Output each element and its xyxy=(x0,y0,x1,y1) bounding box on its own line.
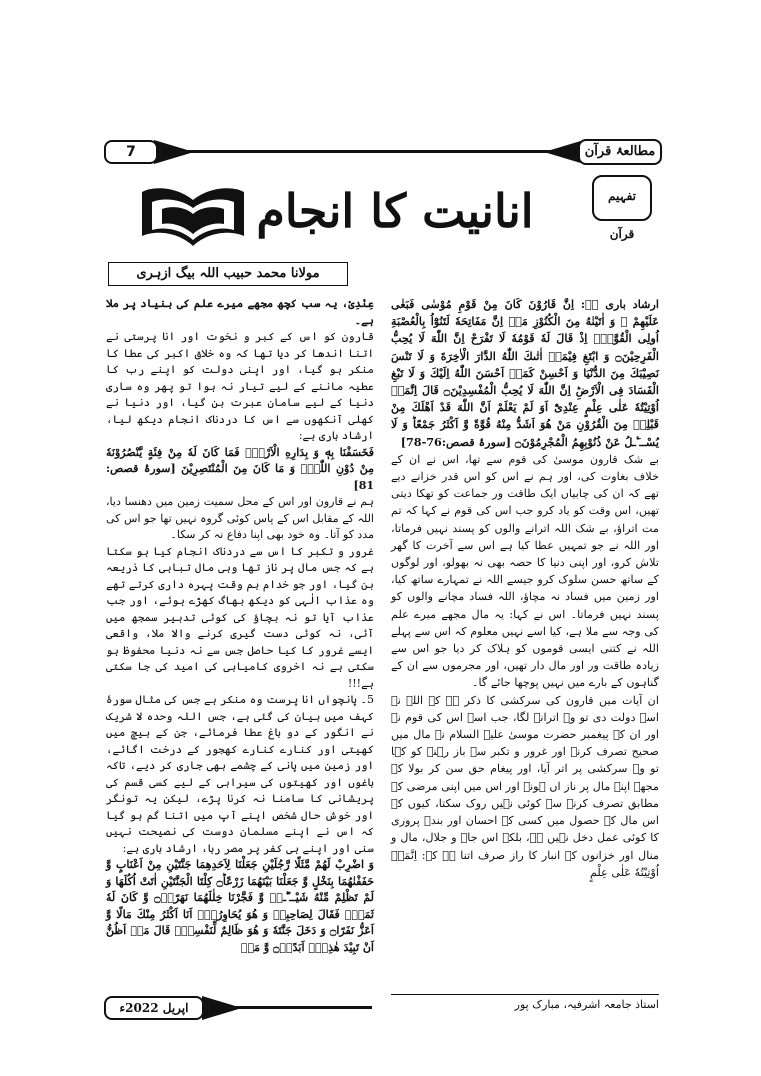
author-name: مولانا محمد حبیب اللہ بیگ ازہری xyxy=(108,262,348,286)
author-affiliation: استاذ جامعہ اشرفیہ، مبارک پور xyxy=(514,998,659,1011)
page-number: 7 xyxy=(104,140,158,164)
article-title: انانیت کا انجام xyxy=(256,184,534,238)
quran-verse: ارشاد باری ہے: اِنَّ قَارُوْنَ كَانَ مِنْ قَوْمِ مُوْسٰى فَبَغٰى عَلَیْهِمْ ۪ وَ اٰتَیْنٰهُ مِنَ الْكُنُوْزِ مَاۤ اِنَّ مَفَاتِحَهٗ لَتَنُوْٓاُ بِالْعُصْبَةِ اُولِی الْقُوَّةِۗ اِذْ قَالَ لَهٗ قَوْمُهٗ لَا تَفْرَحْ اِنَّ اللّٰهَ لَا یُحِبُّ الْفَرِحِیْنَ۝ وَ ابْتَغِ فِیْمَاۤ اٰتٰىكَ اللّٰهُ الدَّارَ الْاٰخِرَةَ وَ لَا تَنْسَ نَصِیْبَكَ مِنَ الدُّنْیَا وَ اَحْسِنْ كَمَاۤ اَحْسَنَ اللّٰهُ اِلَیْكَ وَ لَا تَبْغِ الْفَسَادَ فِی الْاَرْضِؕ اِنَّ اللّٰهَ لَا یُحِبُّ الْمُفْسِدِیْنَ۝ قَالَ اِنَّمَاۤ اُوْتِیْتُهٗ عَلٰى عِلْمٍ عِنْدِیْؕ اَوَ لَمْ یَعْلَمْ اَنَّ اللّٰهَ قَدْ اَهْلَكَ مِنْ قَبْلِهٖ مِنَ الْقُرُوْنِ مَنْ هُوَ اَشَدُّ مِنْهُ قُوَّةً وَّ اَكْثَرُ جَمْعًاؕ وَ لَا یُسْــٴَـلُ عَنْ ذُنُوْبِهِمُ الْمُجْرِمُوْنَ۝ [سورۂ قصص:76-78] xyxy=(391,297,659,449)
quran-verse: وَ اضْرِبْ لَهُمْ مَّثَلًا رَّجُلَیْنِ جَعَلْنَا لِاَحَدِهِمَا جَنَّتَیْنِ مِنْ اَعْنَابٍ وَّ حَفَفْنٰهُمَا بِنَخْلٍ وَّ جَعَلْنَا بَیْنَهُمَا زَرْعًاؕ۝ كِلْتَا الْجَنَّتَیْنِ اٰتَتْ اُكُلَهَا وَ لَمْ تَظْلِمْ مِّنْهُ شَیْــٴًـاۙ وَّ فَجَّرْنَا خِلٰلَهُمَا نَهَرًاۙ۝ وَّ كَانَ لَهٗ ثَمَرٌۚ فَقَالَ لِصَاحِبِهٖ وَ هُوَ یُحَاوِرُهٗۤ اَنَا اَكْثَرُ مِنْكَ مَالًا وَّ اَعَزُّ نَفَرًا۝ وَ دَخَلَ جَنَّتَهٗ وَ هُوَ ظَالِمٌ لِّنَفْسِهٖۚ قَالَ مَاۤ اَظُنُّ اَنْ تَبِیْدَ هٰذِهٖۤ اَبَدًاۙ۝ وَّ مَاۤ xyxy=(106,858,374,954)
quran-verse: فَخَسَفْنَا بِهٖ وَ بِدَارِهِ الْاَرْضَ۫ فَمَا كَانَ لَهٗ مِنْ فِئَةٍ یَّنْصُرُوْنَهٗ مِنْ دُوْنِ اللّٰهِۗ وَ مَا كَانَ مِنَ الْمُنْتَصِرِیْنَ [سورۂ قصص: 81] xyxy=(106,445,374,492)
paragraph: قارون کو اس کے کبر و نخوت اور انا پرستی نے اتنا اندھا کر دیا تھا کہ وہ خلاق اکبر کی عطا کا منکر ہو گیا، اور اپنی دولت کو اپنے رب کا عطیہ ماننے کے لیے تیار نہ ہوا تو پھر وہ ساری دنیا کے لیے سامان عبرت بن گیا، اور دنیا نے کھلی آنکھوں سے اس کا دردناک انجام دیکھ لیا، ارشاد باری ہے: xyxy=(106,330,374,442)
left-column xyxy=(106,296,374,956)
right-column xyxy=(391,296,659,881)
header-wedge-left xyxy=(154,140,194,164)
quran-verse: عِنْدِیْ، یہ سب کچھ مجھے میرے علم کی بنیاد پر ملا ہے۔ xyxy=(106,297,374,327)
paragraph: ان آیات میں قارون کی سرکشی کا ذکر ہے کہ اللہ نے اسے دولت دی تو وہ اترانے لگا، جب اسے اس کی قوم نے اور ان کے پیغمبر حضرت موسیٰ علیہ السلام نے مال میں صحیح تصرف کرنے اور غرور و تکبر سے باز رہنے کو کہا تو وہ سرکشی پر اتر آیا، اور پیغام حق سن کر بولا کہ مجھے اپنے مال پر ناز اں ہونے اور اس میں اپنی مرضی کے مطابق تصرف کرنے سے کوئی نہیں روک سکتا، کیوں کہ اس مال کے حصول میں کسی کے احسان اور بندہ پروری کا کوئی عمل دخل نہیں ہے، بلکہ اس جاہ و جلال، مال و منال اور خزانوں کے انبار کا راز صرف اتنا ہے کہ: اِنَّمَاۤ اُوْتِیْتُهٗ عَلٰى عِلْمٍ xyxy=(391,693,659,879)
paragraph: ہم نے قارون اور اس کے محل سمیت زمین میں دھنسا دیا، اللہ کے مقابل اس کے پاس کوئی گروہ نہیں تھا جو اس کی مدد کو آتا۔ وہ خود بھی اپنا دفاع نہ کر سکا۔ xyxy=(106,495,374,541)
magazine-section-name: مطالعۂ قرآن xyxy=(578,139,662,165)
paragraph: 5۔ پانچواں انا پرست وہ منکر ہے جس کی مثال سورۂ کہف میں بیان کی گئی ہے، جس اللہ وحدہ لا شریک نے انگور کے دو باغ عطا فرمائے، جن کے بیچ میں کھیتی اور کنارے کنارے کھجور کے درخت اگائے، اور زمین میں پانی کے چشمے بھی جاری کر دیے، تاکہ باغوں اور کھیتوں کی سیرابی کے لیے کسی قسم کی پریشانی کا سامنا نہ کرنا پڑے، لیکن یہ تونگر اور خوش حال شخص اپنے آپ میں اتنا گم ہو گیا کہ اس نے اپنے مسلمان دوست کی نصیحت نہیں سنی اور اپنے ہی کفر پر مصر رہا، ارشاد باری ہے: xyxy=(106,693,374,855)
paragraph: بے شک قارون موسیٰ کی قوم سے تھا، اس نے ان کے خلاف بغاوت کی، اور ہم نے اس کو اس قدر خزانے دیے تھے کہ ان کی چابیاں ایک طاقت ور جماعت کو تھکا دیتی تھیں، اس وقت کو یاد کرو جب اس کی قوم نے کہا کہ تم مت اتراؤ، بے شک اللہ اترانے والوں کو پسند نہیں فرماتا، اور اللہ نے جو تمہیں عطا کیا ہے اس سے آخرت کا گھر تلاش کرو، اور اپنی دنیا کا حصہ بھی نہ بھولو، اور لوگوں کے ساتھ حسن سلوک کرو جیسے اللہ نے تمہارے ساتھ کیا، اور زمین میں فساد نہ مچاؤ، اللہ فساد مچانے والوں کو پسند نہیں فرماتا۔ اس نے کہا: یہ مال مجھے میرے علم کی وجہ سے ملا ہے، کیا اسے نہیں معلوم کہ اس سے پہلے اللہ نے کتنی ایسی قوموں کو ہلاک کر دیا جو اس سے زیادہ طاقت ور اور مال دار تھیں، اور مجرموں سے ان کے گناہوں کے بارے میں نہیں پوچھا جائے گا۔ xyxy=(391,452,659,690)
issue-footer xyxy=(104,995,372,1021)
section-seal: تفہیم قرآن xyxy=(592,175,652,221)
issue-date: اپریل 2022ء xyxy=(104,996,204,1020)
page-header xyxy=(104,138,662,164)
footer-wedge xyxy=(202,996,242,1020)
footnote-rule xyxy=(391,994,659,995)
open-book-icon xyxy=(138,182,248,252)
author-affiliation-footer xyxy=(391,998,659,1016)
paragraph: غرور و تکبر کا اس سے دردناک انجام کیا ہو سکتا ہے کہ جس مال پر ناز تھا وہی مال تباہی کا ذریعہ بن گیا، اور جو خدام ہم وقت پہرہ داری کرتے تھے وہ عذاب الٰہی کو دیکھ بھاگ کھڑے ہوئے، اور جب عذاب آیا تو نہ بچاؤ کی کوئی تدبیر سمجھ میں آئی، نہ کوئی دست گیری کرنے والا ملا، واقعی ایسے غرور کا کیا حاصل جس سے نہ دنیا محفوظ ہو سکتی ہے نہ اخروی کامیابی کی امید کی جا سکتی ہے!!! xyxy=(106,544,374,690)
